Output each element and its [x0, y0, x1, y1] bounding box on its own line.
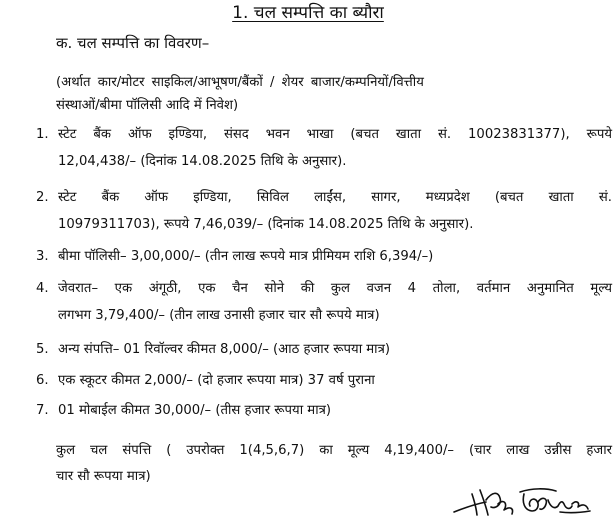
asset-item-text	[58, 367, 612, 394]
asset-item-line: 01 मोबाईल कीमत 30,000/– (तीस हजार रूपया मात्र)	[58, 403, 332, 418]
page-title-text: 1. चल सम्पत्ति का ब्यौरा	[232, 3, 384, 23]
asset-item-line: 10979311703), रूपये 7,46,039/– (दिनांक 14.08.2025 तिथि के अनुसार).	[58, 217, 474, 232]
asset-item-line: लगभग 3,79,400/– (तीन लाख उनासी हजार चार सौ रूपये मात्र)	[58, 308, 380, 323]
asset-item-line: स्टेट बैंक ऑफ इण्डिया, संसद भवन भाखा (बचत खाता सं. 10023831377), रूपये	[58, 127, 612, 142]
asset-item-line: जेवरात– एक अंगूठी, एक चैन सोने की कुल वजन 4 तोला, वर्तमान अनुमानित मूल्य	[58, 281, 612, 296]
signature-image	[450, 482, 600, 517]
asset-item-number: 1.	[36, 127, 49, 142]
asset-item-number: 3.	[36, 249, 49, 264]
asset-item-text	[58, 243, 612, 270]
asset-item-line: स्टेट बैंक ऑफ इण्डिया, सिविल लाईंस, सागर, मध्यप्रदेश (बचत खाता सं.	[58, 190, 612, 205]
asset-item-line: 12,04,438/– (दिनांक 14.08.2025 तिथि के अनुसार).	[58, 154, 347, 169]
asset-item-line: एक स्कूटर कीमत 2,000/– (दो हजार रूपया मात्र) 37 वर्ष पुराना	[58, 373, 375, 388]
asset-item-text	[58, 397, 612, 424]
section-subheading: क. चल सम्पत्ति का विवरण–	[56, 34, 210, 52]
total-line-2: चार सौ रूपया मात्र)	[56, 469, 151, 484]
asset-item-text	[58, 121, 612, 175]
asset-item-line: अन्य संपत्ति– 01 रिवॉल्वर कीमत 8,000/– (आठ हजार रूपया मात्र)	[58, 342, 391, 357]
page-title	[0, 2, 616, 24]
asset-item-text	[58, 336, 612, 363]
note-line-2: संस्थाओं/बीमा पॉलिसी आदि में निवेश)	[56, 98, 239, 113]
asset-item-text	[58, 275, 612, 329]
asset-item-number: 2.	[36, 190, 49, 205]
asset-item-number: 5.	[36, 342, 49, 357]
asset-item-number: 6.	[36, 373, 49, 388]
asset-item-number: 4.	[36, 281, 49, 296]
asset-item-line: बीमा पॉलिसी– 3,00,000/– (तीन लाख रूपये मात्र प्रीमियम राशि 6,394/–)	[58, 249, 434, 264]
note-line-1: (अर्थात कार/मोटर साइकिल/आभूषण/बैंकों / शेयर बाजार/कम्पनियों/वित्तीय	[56, 75, 424, 90]
asset-item-number: 7.	[36, 403, 49, 418]
total-line-1: कुल चल संपत्ति ( उपरोक्त 1(4,5,6,7) का मूल्य 4,19,400/– (चार लाख उन्नीस हजार	[56, 443, 612, 458]
section-note	[56, 71, 608, 117]
asset-item-text	[58, 184, 612, 238]
